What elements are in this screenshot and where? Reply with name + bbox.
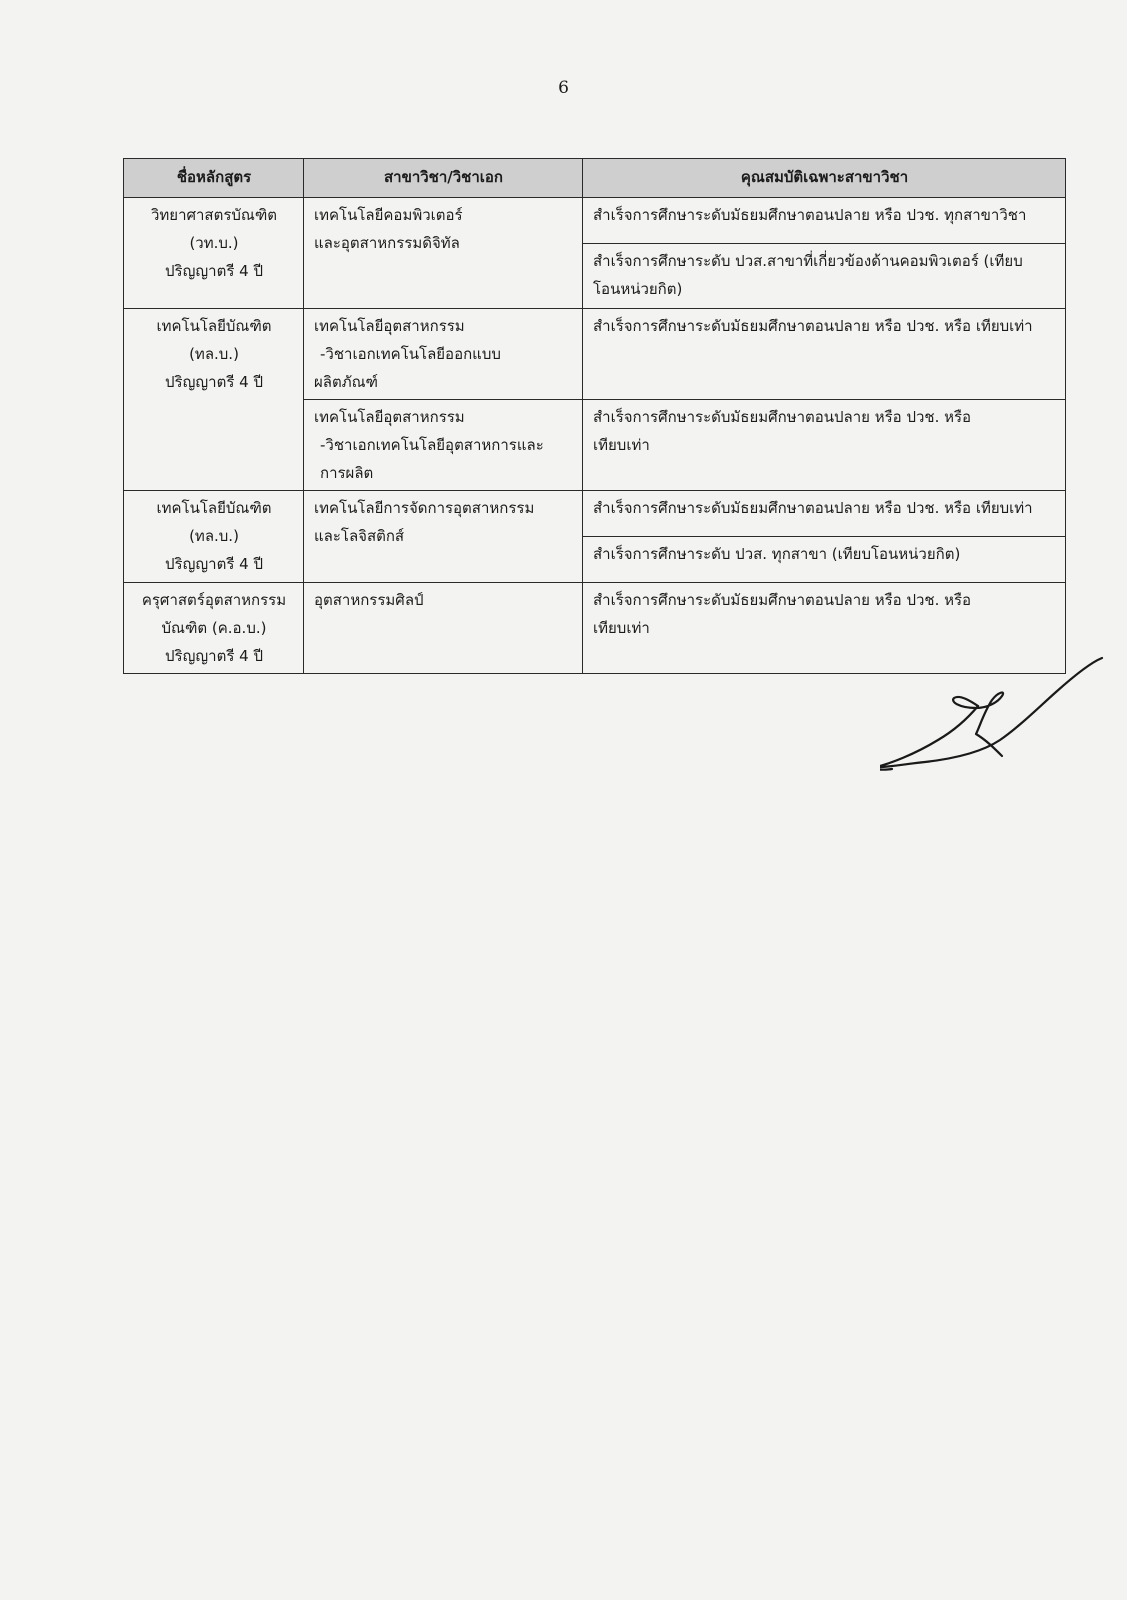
- header-major: สาขาวิชา/วิชาเอก: [304, 159, 583, 198]
- qualification-line: สำเร็จการศึกษาระดับ ปวส. ทุกสาขา (เทียบโอนหน่วยกิต): [593, 545, 961, 563]
- qualification-line: สำเร็จการศึกษาระดับมัธยมศึกษาตอนปลาย หรือ ปวช. หรือ เทียบเท่า: [593, 317, 1033, 335]
- major-line: เทคโนโลยีอุตสาหกรรม: [314, 317, 465, 335]
- qualifications-table: [123, 158, 1066, 674]
- qualification-cell: [583, 244, 1066, 309]
- qualification-cell: [583, 537, 1066, 583]
- table-row: [124, 309, 1066, 400]
- major-cell: [304, 491, 583, 583]
- qualification-cell: [583, 491, 1066, 537]
- qualification-line: โอนหน่วยกิต): [593, 280, 683, 298]
- program-name-cell: [124, 309, 304, 491]
- program-level-line: ปริญญาตรี 4 ปี: [165, 555, 263, 573]
- qualification-line: สำเร็จการศึกษาระดับมัธยมศึกษาตอนปลาย หรือ ปวช. หรือ: [593, 408, 972, 426]
- major-cell: [304, 583, 583, 674]
- major-line: อุตสาหกรรมศิลป์: [314, 591, 424, 609]
- signature-strokes: [880, 658, 1102, 770]
- major-line: -วิชาเอกเทคโนโลยีออกแบบ: [320, 345, 501, 363]
- program-name-line: เทคโนโลยีบัณฑิต: [156, 499, 272, 517]
- major-line: และอุตสาหกรรมดิจิทัล: [314, 234, 460, 252]
- major-line: และโลจิสติกส์: [314, 527, 405, 545]
- qualification-cell: [583, 400, 1066, 491]
- header-qualification: คุณสมบัติเฉพาะสาขาวิชา: [583, 159, 1066, 198]
- program-level-line: ปริญญาตรี 4 ปี: [165, 262, 263, 280]
- program-name-line: เทคโนโลยีบัณฑิต: [156, 317, 272, 335]
- major-cell: [304, 309, 583, 400]
- program-abbrev-line: (ทล.บ.): [189, 345, 239, 363]
- qualification-line: สำเร็จการศึกษาระดับมัธยมศึกษาตอนปลาย หรือ ปวช. ทุกสาขาวิชา: [593, 206, 1027, 224]
- program-name-cell: [124, 198, 304, 309]
- major-line: ผลิตภัณฑ์: [314, 373, 378, 391]
- signature-image: [880, 650, 1110, 790]
- qualification-line: สำเร็จการศึกษาระดับมัธยมศึกษาตอนปลาย หรือ ปวช. หรือ: [593, 591, 972, 609]
- program-abbrev-line: (ทล.บ.): [189, 527, 239, 545]
- qualification-line: เทียบเท่า: [593, 619, 650, 637]
- program-abbrev-line: (วท.บ.): [189, 234, 239, 252]
- major-line: เทคโนโลยีการจัดการอุตสาหกรรม: [314, 499, 535, 517]
- program-level-line: ปริญญาตรี 4 ปี: [165, 373, 263, 391]
- major-cell: [304, 198, 583, 309]
- major-line: เทคโนโลยีอุตสาหกรรม: [314, 408, 465, 426]
- program-abbrev-line: บัณฑิต (ค.อ.บ.): [161, 619, 267, 637]
- qualification-line: สำเร็จการศึกษาระดับ ปวส.สาขาที่เกี่ยวข้องด้านคอมพิวเตอร์ (เทียบ: [593, 252, 1023, 270]
- program-name-cell: [124, 491, 304, 583]
- program-name-cell: [124, 583, 304, 674]
- program-level-line: ปริญญาตรี 4 ปี: [165, 647, 263, 665]
- program-name-line: ครุศาสตร์อุตสาหกรรม: [141, 591, 287, 609]
- qualification-line: สำเร็จการศึกษาระดับมัธยมศึกษาตอนปลาย หรือ ปวช. หรือ เทียบเท่า: [593, 499, 1033, 517]
- qualification-line: เทียบเท่า: [593, 436, 650, 454]
- table-row: [124, 198, 1066, 244]
- major-cell: [304, 400, 583, 491]
- major-line: -วิชาเอกเทคโนโลยีอุตสาหการและ: [320, 436, 544, 454]
- header-program: ชื่อหลักสูตร: [124, 159, 304, 198]
- major-line: เทคโนโลยีคอมพิวเตอร์: [314, 206, 463, 224]
- table-row: [124, 491, 1066, 537]
- qualification-cell: [583, 198, 1066, 244]
- page-number: 6: [558, 78, 569, 98]
- qualification-cell: [583, 309, 1066, 400]
- major-line: การผลิต: [320, 464, 374, 482]
- program-name-line: วิทยาศาสตรบัณฑิต: [150, 206, 278, 224]
- table-header-row: [124, 159, 1066, 198]
